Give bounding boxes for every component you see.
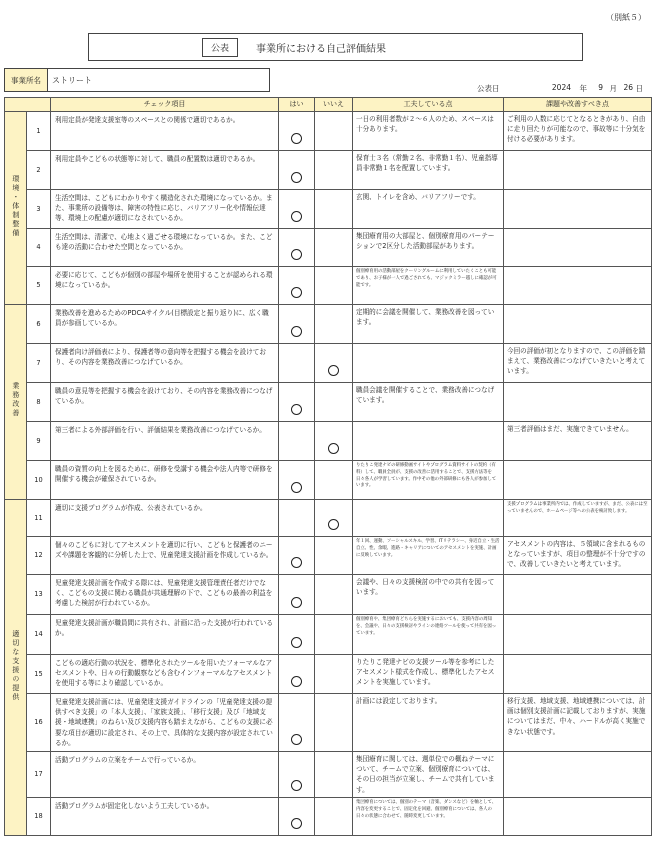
item-number: 9: [27, 422, 51, 461]
publication-year: 2024: [551, 83, 571, 92]
header-yes: はい: [279, 98, 315, 112]
effort-note: 会議や、日々の支援検討の中での共有を図っています。: [353, 575, 504, 615]
effort-note: [353, 422, 504, 461]
evaluation-table: [4, 97, 652, 836]
yes-cell: [279, 694, 315, 752]
category-label: 環境・体制整備: [11, 174, 20, 238]
effort-note: 一日の利用者数が２～６人のため、スペースは十分あります。: [353, 112, 504, 151]
circle-mark-icon: [291, 597, 302, 608]
no-cell: [315, 229, 353, 267]
item-number: 6: [27, 305, 51, 344]
no-cell: [315, 537, 353, 575]
circle-mark-icon: [291, 818, 302, 829]
item-number: 2: [27, 151, 51, 190]
check-item-text: 保護者向け評価表により、保護者等の意向等を把握する機会を設けており、その内容を業務改善につなげているか。: [51, 344, 279, 383]
publication-date-label: 公表日: [477, 84, 500, 93]
check-item-text: こどもの適応行動の状況を、標準化されたツールを用いたフォーマルなアセスメントや、日々の行動観察なども含むインフォーマルなアセスメントを使用する等により確認しているか。: [51, 655, 279, 694]
yes-cell: [279, 229, 315, 267]
effort-note: 職員会議を開催することで、業務改善につなげています。: [353, 383, 504, 422]
issue-note: [504, 190, 652, 229]
item-number: 11: [27, 500, 51, 537]
issue-note: [504, 267, 652, 305]
effort-note: 集団療育用の大部屋と、個別療育用のパーテーションで2区分した活動部屋があります。: [353, 229, 504, 267]
no-cell: [315, 655, 353, 694]
effort-note: 計画には設定しております。: [353, 694, 504, 752]
circle-mark-icon: [291, 734, 302, 745]
yes-cell: [279, 461, 315, 500]
circle-mark-icon: [328, 365, 339, 376]
header-check-item: チェック項目: [51, 98, 279, 112]
office-label: 事業所名: [4, 68, 48, 92]
yes-cell: [279, 615, 315, 655]
no-cell: [315, 752, 353, 798]
yes-cell: [279, 305, 315, 344]
no-cell: [315, 694, 353, 752]
circle-mark-icon: [291, 676, 302, 687]
item-number: 14: [27, 615, 51, 655]
effort-note: りたりこ発達ナビの支援ツール等を参考にしたアセスメント様式を作成し、標準化したアセスメントを実施しています。: [353, 655, 504, 694]
yes-cell: [279, 575, 315, 615]
yes-cell: [279, 500, 315, 537]
no-cell: [315, 500, 353, 537]
header-no: いいえ: [315, 98, 353, 112]
table-row: [5, 655, 652, 694]
publication-date: [477, 83, 643, 94]
effort-note: 集団療育については、個別のテーマ（音楽、ダンスなど）を軸として、内容を変更することで、固定化を回避、個別療育については、各人の日々の状態に合わせて、随時変更しています。: [353, 797, 504, 835]
publication-day: 26: [623, 83, 633, 92]
item-number: 1: [27, 112, 51, 151]
yes-cell: [279, 752, 315, 798]
circle-mark-icon: [291, 557, 302, 568]
effort-note: 年１回、運動、ソーシャルスキル、学習、ITリテラシー、身辺自立・生活自立、性、余暇、進路・キャリアについてのアセスメントを実施、計画に反映しています。: [353, 537, 504, 575]
table-row: [5, 694, 652, 752]
item-number: 17: [27, 752, 51, 798]
table-row: [5, 797, 652, 835]
check-item-text: 利用定員やこどもの状態等に対して、職員の配置数は適切であるか。: [51, 151, 279, 190]
title-box: [88, 33, 583, 61]
header-issues: 課題や改善すべき点: [504, 98, 652, 112]
check-item-text: 児童発達支援計画には、児童発達支援ガイドラインの「児童発達支援の提供すべき支援」の「本人支援」、「家族支援」、「移行支援」及び「地域支援・地域連携」のねらい及び支援内容も踏まえながら、こどもの支援に必要な項目が適切に設定され、その上で、具体的な支援内容が設定されているか。: [51, 694, 279, 752]
effort-note: 個別療育や、集団療育どちらを実施するにおいても、支援内容の周知を、会議や、日々の支援検討やラインの連絡ツールを使って共有を図っています。: [353, 615, 504, 655]
table-row: [5, 537, 652, 575]
no-cell: [315, 344, 353, 383]
check-item-text: 第三者による外部評価を行い、評価結果を業務改善につなげているか。: [51, 422, 279, 461]
table-row: [5, 752, 652, 798]
item-number: 10: [27, 461, 51, 500]
check-item-text: 活動プログラムが固定化しないよう工夫しているか。: [51, 797, 279, 835]
effort-note: りたりこ発達ナビの研修動画サイトやプログラム資料サイトの契約（有料）して、職員全員が、支援の改善に活用することで、支援方法等を日々各人が学習しています。作中その他の外部研修にも各人が参加しています。: [353, 461, 504, 500]
issue-note: [504, 655, 652, 694]
category-cell: [5, 500, 27, 836]
item-number: 13: [27, 575, 51, 615]
yes-cell: [279, 422, 315, 461]
no-cell: [315, 305, 353, 344]
circle-mark-icon: [291, 780, 302, 791]
office-row: [4, 68, 270, 92]
table-row: [5, 575, 652, 615]
header-effort: 工夫している点: [353, 98, 504, 112]
item-number: 15: [27, 655, 51, 694]
evaluation-table-body: [5, 112, 652, 836]
item-number: 12: [27, 537, 51, 575]
circle-mark-icon: [291, 249, 302, 260]
item-number: 4: [27, 229, 51, 267]
issue-note: 移行支援、地域支援、地域連携については、計画は個別支援計画に記載しておりますが、実施についてはまだ、中々、ハードルが高く実施できない状態です。: [504, 694, 652, 752]
yes-cell: [279, 655, 315, 694]
effort-note: 定期的に会議を開催して、業務改善を図っています。: [353, 305, 504, 344]
item-number: 3: [27, 190, 51, 229]
no-cell: [315, 112, 353, 151]
table-row: [5, 229, 652, 267]
check-item-text: 利用定員が発達支援室等のスペースとの関係で適切であるか。: [51, 112, 279, 151]
table-row: [5, 267, 652, 305]
issue-note: [504, 383, 652, 422]
effort-note: 保育士３名（常勤２名、非常勤１名）、児童指導員非常勤１名を配置しています。: [353, 151, 504, 190]
check-item-text: 生活空間は、こどもにわかりやすく構造化された環境になっているか。また、事業所の設備等は、障害の特性に応じ、バリアフリー化や情報伝達等、環境上の配慮が適切になされているか。: [51, 190, 279, 229]
issue-note: 第三者評価はまだ、実施できていません。: [504, 422, 652, 461]
check-item-text: 活動プログラムの立案をチームで行っているか。: [51, 752, 279, 798]
no-cell: [315, 267, 353, 305]
table-row: [5, 112, 652, 151]
category-cell: [5, 112, 27, 305]
category-label: 適切な支援の提供: [11, 629, 20, 702]
table-header-row: [5, 98, 652, 112]
issue-note: [504, 461, 652, 500]
item-number: 5: [27, 267, 51, 305]
issue-note: [504, 575, 652, 615]
yes-cell: [279, 383, 315, 422]
yes-cell: [279, 537, 315, 575]
office-name: ストリート: [48, 68, 270, 92]
no-cell: [315, 151, 353, 190]
item-number: 8: [27, 383, 51, 422]
yes-cell: [279, 267, 315, 305]
yes-cell: [279, 151, 315, 190]
issue-note: [504, 229, 652, 267]
publication-month: 9: [598, 83, 603, 92]
annex-label: （別紙５）: [606, 13, 646, 22]
circle-mark-icon: [291, 133, 302, 144]
no-cell: [315, 461, 353, 500]
check-item-text: 児童発達支援計画を作成する際には、児童発達支援管理責任者だけでなく、こどもの支援に関わる職員が共通理解の下で、こどもの最善の利益を考慮した検討が行われているか。: [51, 575, 279, 615]
check-item-text: 業務改善を進めるためのPDCAサイクル(目標設定と振り返り)に、広く職員が参画しているか。: [51, 305, 279, 344]
issue-note: 今回の評価が初となりますので、この評価を踏まえて、業務改善につなげていきたいと考えています。: [504, 344, 652, 383]
issue-note: 支援プログラムは事業所内では、作成していますが、まだ、公表には至っていませんので、ホームページ等への公表を検討致します。: [504, 500, 652, 537]
yes-cell: [279, 190, 315, 229]
circle-mark-icon: [328, 519, 339, 530]
yes-cell: [279, 112, 315, 151]
check-item-text: 生活空間は、清潔で、心地よく過ごせる環境になっているか。また、こども達の活動に合わせた空間となっているか。: [51, 229, 279, 267]
table-row: [5, 190, 652, 229]
check-item-text: 職員の意見等を把握する機会を設けており、その内容を業務改善につなげているか。: [51, 383, 279, 422]
check-item-text: 必要に応じて、こどもが個別の部屋や場所を使用することが認められる環境になっているか。: [51, 267, 279, 305]
check-item-text: 職員の資質の向上を図るために、研修を受講する機会や法人内等で研修を開催する機会が確保されているか。: [51, 461, 279, 500]
item-number: 7: [27, 344, 51, 383]
category-cell: [5, 305, 27, 500]
circle-mark-icon: [291, 404, 302, 415]
no-cell: [315, 422, 353, 461]
table-row: [5, 615, 652, 655]
effort-note: 玄関、トイレを含め、バリアフリーです。: [353, 190, 504, 229]
circle-mark-icon: [291, 211, 302, 222]
category-label: 業務改善: [11, 382, 20, 419]
no-cell: [315, 797, 353, 835]
issue-note: [504, 305, 652, 344]
no-cell: [315, 383, 353, 422]
publication-month-unit: 月: [609, 84, 617, 93]
circle-mark-icon: [291, 287, 302, 298]
issue-note: ご利用の人数に応じてとなるときがあり、自由に走り回たりが可能なので、事故等に十分気を付ける必要があります。: [504, 112, 652, 151]
table-row: [5, 383, 652, 422]
table-row: [5, 461, 652, 500]
no-cell: [315, 575, 353, 615]
effort-note: [353, 500, 504, 537]
circle-mark-icon: [328, 443, 339, 454]
check-item-text: 適切に支援プログラムが作成、公表されているか。: [51, 500, 279, 537]
table-row: [5, 344, 652, 383]
check-item-text: 個々のこどもに対してアセスメントを適切に行い、こどもと保護者のニーズや課題を客観的に分析した上で、児童発達支援計画を作成しているか。: [51, 537, 279, 575]
publication-year-unit: 年: [579, 84, 587, 93]
item-number: 16: [27, 694, 51, 752]
yes-cell: [279, 797, 315, 835]
issue-note: [504, 151, 652, 190]
circle-mark-icon: [291, 326, 302, 337]
issue-note: [504, 752, 652, 798]
circle-mark-icon: [291, 172, 302, 183]
no-cell: [315, 190, 353, 229]
yes-cell: [279, 344, 315, 383]
issue-note: アセスメントの内容は、５領域に含まれるものとなっていますが、項目の整理が不十分ですので、改善していきたいと考えています。: [504, 537, 652, 575]
header-blank: [5, 98, 51, 112]
circle-mark-icon: [291, 482, 302, 493]
table-row: [5, 151, 652, 190]
page-title: 事業所における自己評価結果: [256, 43, 387, 55]
table-row: [5, 422, 652, 461]
publication-day-unit: 日: [635, 84, 643, 93]
effort-note: 集団療育に関しては、週単位での概ねテーマについて、チームで立案、個別療育については、その日の担当が立案し、チームで共有しています。: [353, 752, 504, 798]
effort-note: 個別療育用の活動部屋をクーリングルームに利用していたくことも可能であり、お子様が一人で過ごされても、マジックミラー越しに確認が可能です。: [353, 267, 504, 305]
circle-mark-icon: [291, 637, 302, 648]
issue-note: [504, 615, 652, 655]
item-number: 18: [27, 797, 51, 835]
no-cell: [315, 615, 353, 655]
issue-note: [504, 797, 652, 835]
title-tag: 公表: [202, 38, 238, 57]
check-item-text: 児童発達支援計画が職員間に共有され、計画に沿った支援が行われているか。: [51, 615, 279, 655]
table-row: [5, 305, 652, 344]
table-row: [5, 500, 652, 537]
effort-note: [353, 344, 504, 383]
